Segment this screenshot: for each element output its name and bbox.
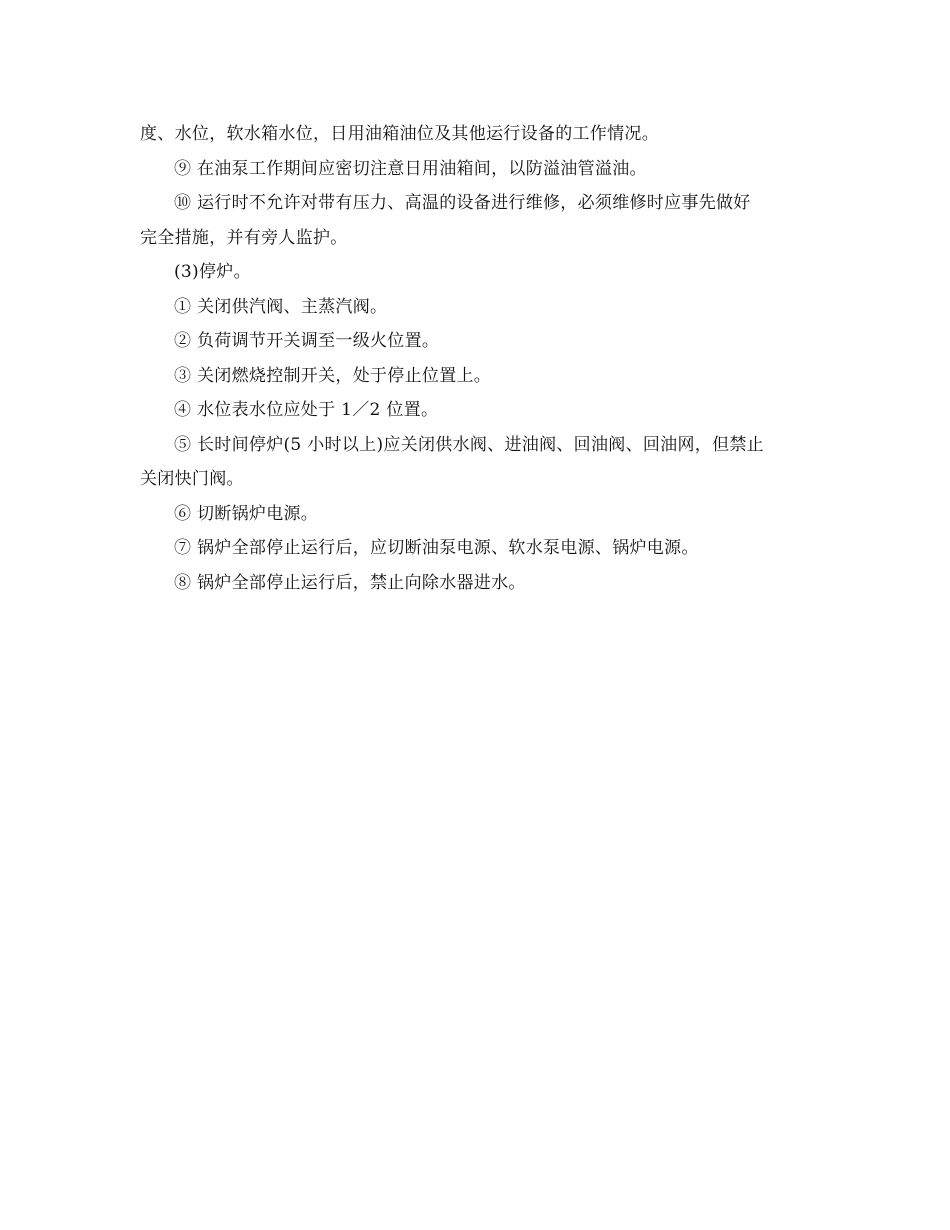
text-line-continuation: 度、水位，软水箱水位，日用油箱油位及其他运行设备的工作情况。 [140, 124, 659, 144]
list-item-4: ④ 水位表水位应处于 1／2 位置。 [174, 400, 439, 420]
section-heading-shutdown: (3)停炉。 [174, 262, 251, 282]
list-item-10: ⑩ 运行时不允许对带有压力、高温的设备进行维修，必须维修时应事先做好 [174, 193, 751, 213]
list-item-10-continuation: 完全措施，并有旁人监护。 [140, 227, 348, 248]
list-item-5-continuation: 关闭快门阀。 [140, 469, 244, 489]
list-item-1: ① 关闭供汽阀、主蒸汽阀。 [174, 296, 388, 317]
list-item-9: ⑨ 在油泵工作期间应密切注意日用油箱间，以防溢油管溢油。 [174, 158, 647, 179]
document-body [140, 117, 820, 600]
list-item-8: ⑧ 锅炉全部停止运行后，禁止向除水器进水。 [174, 572, 526, 593]
list-item-6: ⑥ 切断锅炉电源。 [174, 503, 319, 524]
list-item-7: ⑦ 锅炉全部停止运行后，应切断油泵电源、软水泵电源、锅炉电源。 [174, 538, 699, 558]
list-item-5: ⑤ 长时间停炉(5 小时以上)应关闭供水阀、进油阀、回油阀、回油网，但禁止 [174, 434, 764, 455]
list-item-3: ③ 关闭燃烧控制开关，处于停止位置上。 [174, 365, 492, 386]
list-item-2: ② 负荷调节开关调至一级火位置。 [174, 331, 440, 351]
